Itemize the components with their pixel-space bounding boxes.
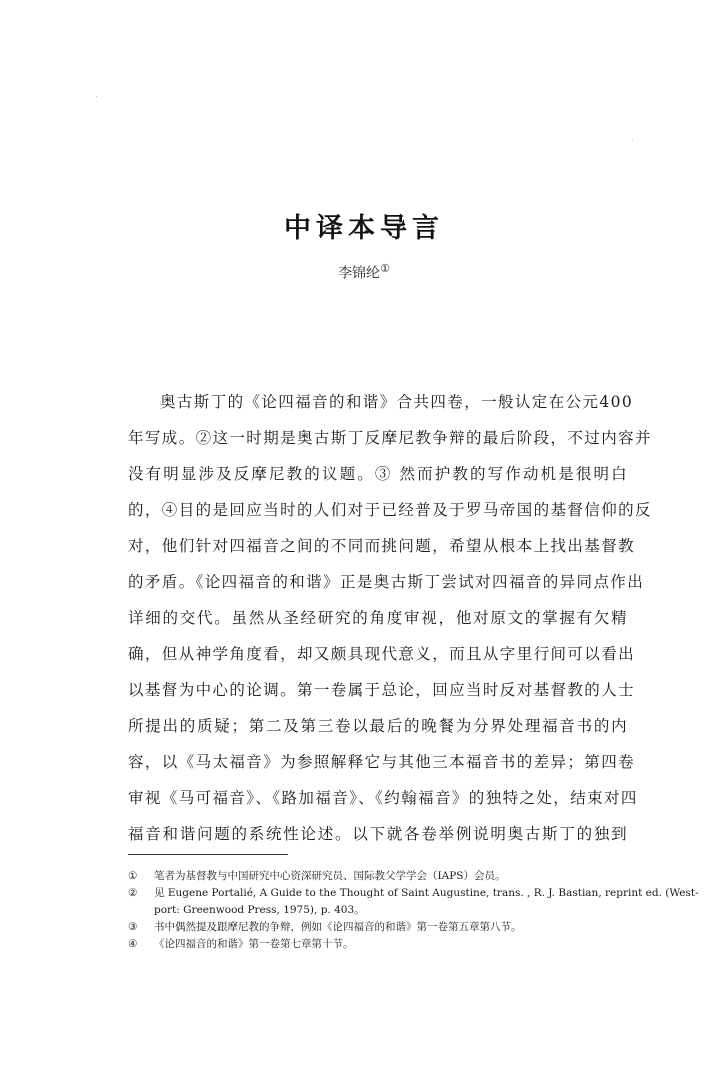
scan-speck xyxy=(96,96,97,97)
footnote-marker: ③ xyxy=(128,921,138,933)
body-line: 年写成。②这一时期是奥古斯丁反摩尼教争辩的最后阶段，不过内容并 xyxy=(128,429,652,447)
body-line: 所提出的质疑；第二及第三卷以最后的晚餐为分界处理福音书的内 xyxy=(128,717,628,735)
body-line: 详细的交代。虽然从圣经研究的角度审视，他对原文的掌握有欠精 xyxy=(128,609,628,627)
body-line: 确，但从神学角度看，却又颇具现代意义，而且从字里行间可以看出 xyxy=(128,645,636,663)
footnote-text: 笔者为基督教与中国研究中心资深研究员、国际教父学学会（IAPS）会员。 xyxy=(154,870,506,882)
footnote-text: 见 Eugene Portalié, A Guide to the Thought of Saint Augustine, trans. , R. J. Bastian, reprint ed. (West- xyxy=(154,887,699,899)
body-line: 对，他们针对四福音之间的不同而挑问题，希望从根本上找出基督教 xyxy=(128,537,636,555)
author-name: 李锦纶 xyxy=(338,265,381,282)
body-line: 以基督为中心的论调。第一卷属于总论，回应当时反对基督教的人士 xyxy=(128,681,636,699)
footnote-divider xyxy=(128,854,288,855)
body-line: 奥古斯丁的《论四福音的和谐》合共四卷，一般认定在公元400 xyxy=(160,393,634,411)
author-footnote-mark: ① xyxy=(380,262,390,275)
footnote-marker: ④ xyxy=(128,938,138,950)
footnote-text: 书中偶然提及跟摩尼教的争辩，例如《论四福音的和谐》第一卷第五章第八节。 xyxy=(154,921,522,933)
body-line: 的，④目的是回应当时的人们对于已经普及于罗马帝国的基督信仰的反 xyxy=(128,501,652,519)
body-line: 福音和谐问题的系统性论述。以下就各卷举例说明奥古斯丁的独到 xyxy=(128,825,628,843)
author-line xyxy=(0,262,728,283)
body-line: 的矛盾。《论四福音的和谐》正是奥古斯丁尝试对四福音的异同点作出 xyxy=(128,573,645,591)
footnote-marker: ① xyxy=(128,870,138,882)
footnote-text: port: Greenwood Press, 1975), p. 403。 xyxy=(154,904,365,916)
footnote-continuation xyxy=(128,902,628,919)
footnote-item xyxy=(128,868,628,885)
footnote-marker: ② xyxy=(128,887,138,899)
body-line: 审视《马可福音》、《路加福音》、《约翰福音》的独特之处，结束对四 xyxy=(128,789,638,807)
footnote-item xyxy=(128,936,628,953)
footnote-text: 《论四福音的和谐》第一卷第七章第十节。 xyxy=(154,938,354,950)
page-title: 中译本导言 xyxy=(284,213,444,244)
body-line: 没有明显涉及反摩尼教的议题。③ 然而护教的写作动机是很明白 xyxy=(128,465,628,483)
footnote-item xyxy=(128,919,628,936)
scan-speck xyxy=(632,140,633,141)
footnotes xyxy=(128,868,699,953)
body-line: 容，以《马太福音》为参照解释它与其他三本福音书的差异；第四卷 xyxy=(128,753,636,771)
body-paragraph xyxy=(128,390,652,858)
footnote-item xyxy=(128,885,699,902)
